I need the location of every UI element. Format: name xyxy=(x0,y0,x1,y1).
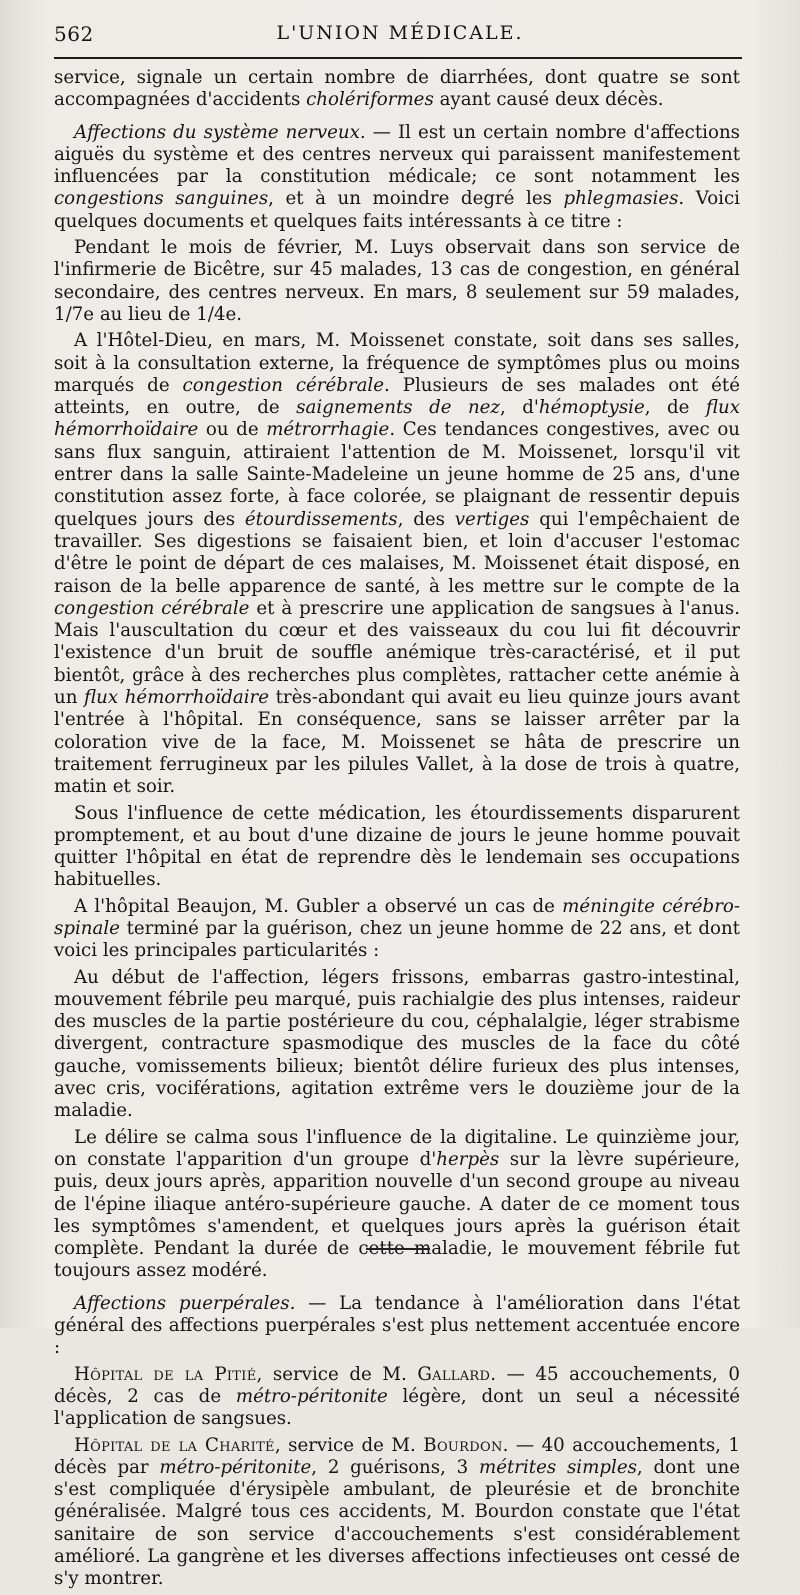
text-run: . Voici quelques documents et quelques faits intéressants à ce titre : xyxy=(54,188,741,232)
paragraph-medication xyxy=(54,803,740,892)
text-run: service, signale un certain nombre de diarrhées, dont quatre se sont accompagnées d'accidents xyxy=(54,67,740,111)
text-run: très-abondant qui avait eu lieu quinze jours avant l'entrée à l'hôpital. En conséquence, sans se laisser arrêter par la coloration vive de la face, M. Moissenet se hâta de prescrire un traitement ferrugineux par les pilules Vallet, à la dose de trois à quatre, matin et soir. xyxy=(54,687,740,798)
italic-run: étourdissements xyxy=(244,508,398,530)
small-caps-run: Gallard xyxy=(417,1363,491,1385)
italic-run: méningite cérébro-spinale xyxy=(54,895,740,939)
italic-run: Affections puerpérales. xyxy=(74,1292,296,1314)
italic-run: vertiges xyxy=(454,508,530,530)
italic-run: métrorrhagie xyxy=(266,419,390,441)
italic-run: flux hémorrhoïdaire xyxy=(54,397,740,441)
text-run: terminé par la guérison, chez un jeune homme de 22 ans, et dont voici les principales particularités : xyxy=(54,917,740,962)
italic-run: congestions sanguines xyxy=(54,188,269,210)
text-run: — Il est un certain nombre d'affections aiguës du système et des centres nerveux qui paraissent manifestement influencées par la constitution médicale; ce sont notamment les xyxy=(54,121,740,188)
text-run: légère, dont un seul a nécessité l'application de sangsues. xyxy=(54,1385,740,1430)
running-title: L'UNION MÉDICALE. xyxy=(276,22,524,44)
paragraph-pitie xyxy=(54,1364,740,1431)
paragraph-nervous-system xyxy=(54,122,740,233)
text-run: , d' xyxy=(500,397,539,419)
text-run: ayant causé deux décès. xyxy=(433,89,664,111)
small-caps-run: Hôpital de la Pitié xyxy=(74,1363,257,1385)
text-run: , de xyxy=(644,397,706,419)
italic-run: cholériformes xyxy=(306,89,434,111)
text-run: , dont une s'est compliquée d'érysipèle ambulant, de pleurésie et de bronchite généralisée. Malgré tous ces accidents, M. Bourdon constate que l'état sanitaire de son service d'accouchements s'est considérablement amélioré. La gangrène et les diverses affections infectieuses ont cessé de s'y montrer. xyxy=(54,1456,741,1590)
text-run: Sous l'influence de cette médication, les étourdissements disparurent promptement, et au bout d'une dizaine de jours le jeune homme pouvait quitter l'hôpital en état de reprendre dès le lendemain ses occupations habituelles. xyxy=(54,802,740,891)
italic-run: Affections du système nerveux. xyxy=(74,121,366,143)
page-number: 562 xyxy=(54,22,94,46)
text-run: . — 40 accouchements, 1 décès par xyxy=(54,1434,741,1478)
text-run: , 2 guérisons, 3 xyxy=(311,1456,479,1478)
italic-run: flux hémorrhoïdaire xyxy=(84,687,270,709)
italic-run: herpès xyxy=(436,1148,500,1170)
italic-run: saignements de nez xyxy=(296,397,501,419)
paragraph-hotel-dieu xyxy=(54,330,740,798)
text-run: . — 45 accouchements, 0 décès, 2 cas de xyxy=(54,1363,740,1407)
text-run: A l'Hôtel-Dieu, en mars, M. Moissenet constate, soit dans ses salles, soit à la consultation externe, la fréquence de symptômes plus ou moins marqués de xyxy=(54,330,740,396)
paragraph-puerperal xyxy=(54,1293,740,1360)
paragraph-bicetre xyxy=(54,237,740,326)
section-end-rule xyxy=(366,1248,430,1250)
text-run: Au début de l'affection, légers frissons, embarras gastro-intestinal, mouvement fébrile peu marqué, puis rachialgie des plus intenses, raideur des muscles de la partie postérieure du cou, céphalalgie, léger strabisme divergent, contracture spasmodique des muscles de la face du côté gauche, vomissements bilieux; bientôt délire furieux des plus intenses, avec cris, vociférations, agitation extrême vers le douzième jour de la maladie. xyxy=(54,966,740,1122)
text-run: , des xyxy=(397,508,455,530)
body-text xyxy=(54,67,740,1595)
text-run: , service de M. xyxy=(274,1434,424,1456)
paragraph-onset xyxy=(54,967,740,1123)
text-run: — La tendance à l'amélioration dans l'état général des affections puerpérales s'est plus nettement accentuée encore : xyxy=(54,1292,741,1359)
text-run: Pendant le mois de février, M. Luys observait dans son service de l'infirmerie de Bicêtre, sur 45 malades, 13 cas de congestion, en général secondaire, des centres nerveux. En mars, 8 seulement sur 59 malades, 1/7e au lieu de 1/4e. xyxy=(54,237,740,325)
paragraph-beaujon xyxy=(54,896,740,963)
text-run: Le délire se calma sous l'influence de la digitaline. Le quinzième jour, on constate l'apparition d'un groupe d' xyxy=(54,1126,740,1170)
header-rule xyxy=(54,57,742,59)
italic-run: congestion cérébrale xyxy=(54,597,250,619)
text-run: . Ces tendances congestives, avec ou sans flux sanguin, attiraient l'attention de M. Moissenet, lorsqu'il vit entrer dans la salle Sainte-Madeleine un jeune homme de 25 ans, d'une constitution assez forte, à face colorée, se plaignant de ressentir depuis quelques jours des xyxy=(54,419,740,530)
italic-run: métro-péritonite xyxy=(159,1456,312,1478)
italic-run: métrites simples xyxy=(478,1456,637,1478)
text-run: , et à un moindre degré les xyxy=(268,188,564,210)
text-run: . Plusieurs de ses malades ont été atteints, en outre, de xyxy=(54,374,740,419)
text-run: , service de M. xyxy=(256,1363,418,1385)
italic-run: phlegmasies xyxy=(563,188,679,210)
italic-run: congestion cérébrale xyxy=(182,374,385,396)
paragraph-digitaline xyxy=(54,1127,740,1283)
text-run: et à prescrire une application de sangsues à l'anus. Mais l'auscultation du cœur et des vaisseaux du cou lui fit découvrir l'existence d'un bruit de souffle anémique très-caractérisé, et il put bientôt, grâce à des recherches plus complètes, rattacher cette anémie à un xyxy=(54,597,740,709)
text-run: ou de xyxy=(198,419,267,441)
text-run: qui l'empêchaient de travailler. Ses digestions se faisaient bien, et loin d'accuser l'estomac d'être le point de départ de ces malaises, M. Moissenet était disposé, en raison de la belle apparence de santé, à les mettre sur le compte de la xyxy=(54,508,741,597)
italic-run: métro-péritonite xyxy=(235,1385,388,1407)
paragraph-cholera-note xyxy=(54,67,740,112)
text-run: sur la lèvre supérieure, puis, deux jours après, apparition nouvelle d'un second groupe au niveau de l'épine iliaque antéro-supérieure gauche. A dater de ce moment tous les symptômes s'amendent, et quelques jours après la guérison était complète. Pendant la durée de cette maladie, le mouvement fébrile fut toujours assez modéré. xyxy=(54,1148,740,1282)
small-caps-run: Bourdon xyxy=(423,1434,503,1456)
small-caps-run: Hôpital de la Charité xyxy=(74,1434,275,1456)
paragraph-charite xyxy=(54,1435,740,1591)
text-run: A l'hôpital Beaujon, M. Gubler a observé un cas de xyxy=(74,895,563,917)
italic-run: hémoptysie xyxy=(538,397,645,419)
